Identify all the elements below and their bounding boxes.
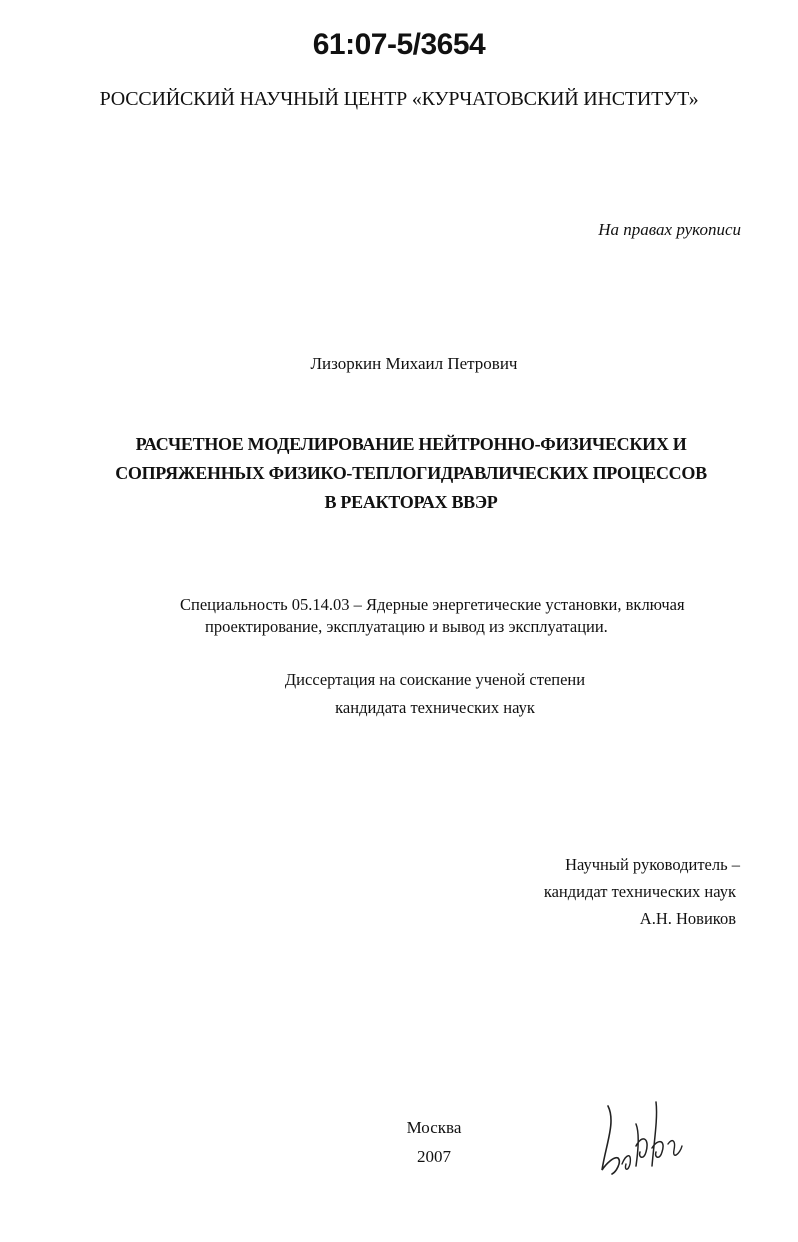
title-line: РАСЧЕТНОЕ МОДЕЛИРОВАНИЕ НЕЙТРОННО-ФИЗИЧЕСКИХ И xyxy=(135,434,687,454)
title-line: СОПРЯЖЕННЫХ ФИЗИКО-ТЕПЛОГИДРАВЛИЧЕСКИХ ПРОЦЕССОВ xyxy=(115,463,707,483)
rights-note: На правах рукописи xyxy=(598,220,741,239)
dissertation-title xyxy=(100,430,722,517)
city: Москва xyxy=(406,1118,462,1137)
organization-name: РОССИЙСКИЙ НАУЧНЫЙ ЦЕНТР «КУРЧАТОВСКИЙ ИНСТИТУТ» xyxy=(99,88,699,110)
specialty-block xyxy=(180,594,740,638)
city-year-block xyxy=(384,1113,484,1171)
organization-header xyxy=(0,88,798,111)
degree-block xyxy=(270,666,600,722)
degree-line: кандидата технических наук xyxy=(335,698,535,717)
advisor-name: А.Н. Новиков xyxy=(639,909,736,928)
advisor-line: Научный руководитель – xyxy=(565,855,740,874)
title-line: В РЕАКТОРАХ ВВЭР xyxy=(324,492,498,512)
year: 2007 xyxy=(417,1147,451,1166)
specialty-line: проектирование, эксплуатацию и вывод из эксплуатации. xyxy=(205,617,608,636)
specialty-line: Специальность 05.14.03 – Ядерные энергетические установки, включая xyxy=(180,595,685,614)
author-name: Лизоркин Михаил Петрович xyxy=(310,354,518,373)
advisor-block xyxy=(544,851,740,932)
handwritten-signature xyxy=(596,1094,686,1184)
library-stamp-number: 61:07-5/3654 xyxy=(312,28,486,61)
degree-line: Диссертация на соискание ученой степени xyxy=(284,670,586,689)
advisor-line: кандидат технических наук xyxy=(543,882,736,901)
